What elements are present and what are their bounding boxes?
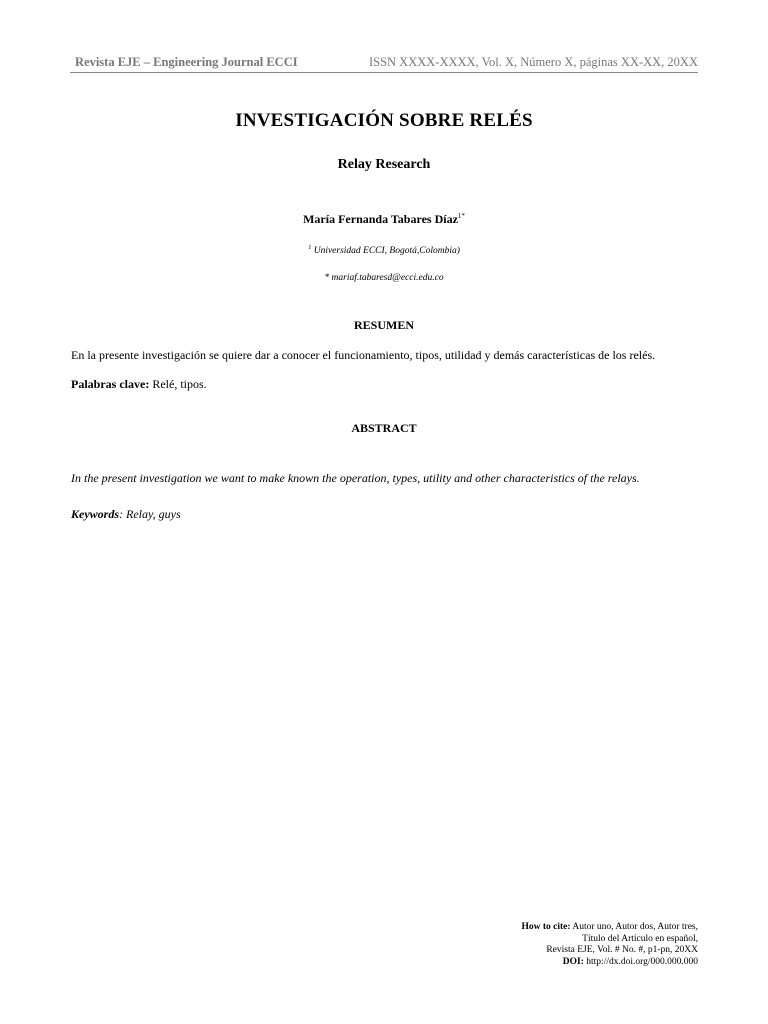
author-marker: 1* (457, 212, 465, 220)
doi-label: DOI: (562, 956, 584, 967)
resumen-text: En la presente investigación se quiere dar a conocer el funcionamiento, tipos, utilidad y demás características de los relés. (71, 348, 656, 362)
affiliation-marker: 1 (308, 244, 312, 251)
journal-name: Revista EJE – Engineering Journal ECCI (75, 55, 298, 69)
abstract-text: In the present investigation we want to make known the operation, types, utility and other characteristics of the relays. (71, 471, 640, 485)
abstract-heading: ABSTRACT (351, 421, 417, 435)
palabras-clave-label: Palabras clave: (71, 377, 150, 391)
citation-title: Título del Artículo en español, (582, 933, 698, 944)
author-email: * mariaf.tabaresd@ecci.edu.co (324, 273, 444, 283)
citation-authors-line (521, 922, 698, 934)
keywords-values: : Relay, guys (119, 507, 181, 521)
doi-link[interactable]: http://dx.doi.org/000.000.000 (583, 956, 698, 967)
citation-doi-line (521, 957, 698, 969)
paper-title: INVESTIGACIÓN SOBRE RELÉS (235, 110, 533, 131)
author-line (0, 212, 768, 227)
citation-block (521, 922, 698, 968)
author-name: María Fernanda Tabares Díaz (303, 212, 458, 226)
citation-journal: Revista EJE, Vol. # No. #, p1-pn, 20XX (546, 945, 698, 955)
citation-label: How to cite: (521, 922, 571, 932)
palabras-clave-values: Relé, tipos. (149, 377, 207, 391)
running-header (70, 54, 698, 73)
keywords-label: Keywords (71, 507, 119, 521)
resumen-heading: RESUMEN (353, 318, 414, 332)
affiliation-line (0, 244, 768, 256)
issn-info: ISSN XXXX-XXXX, Vol. X, Número X, páginas XX-XX, 20XX (368, 55, 698, 69)
citation-authors: Autor uno, Autor dos, Autor tres, (570, 922, 698, 932)
paper-subtitle: Relay Research (337, 157, 431, 172)
affiliation-text: Universidad ECCI, Bogotá,Colombia) (311, 246, 460, 256)
palabras-clave (71, 377, 698, 391)
keywords (71, 507, 698, 521)
